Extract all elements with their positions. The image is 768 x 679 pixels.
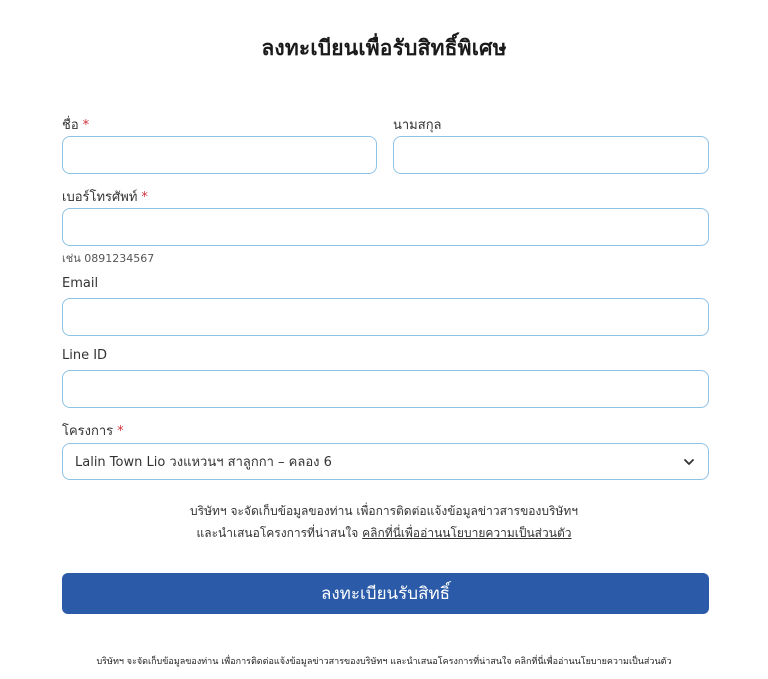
line-id-label: Line ID <box>62 348 108 363</box>
privacy-notice <box>0 500 768 544</box>
project-select[interactable] <box>62 443 709 480</box>
project-selected-value: Lalin Town Lio วงแหวนฯ สาลูกกา – คลอง 6 <box>75 455 332 470</box>
phone-input[interactable] <box>62 208 709 246</box>
line-id-input[interactable] <box>62 370 709 408</box>
privacy-notice-line2: และนำเสนอโครงการที่น่าสนใจ <box>196 526 359 540</box>
register-button[interactable]: ลงทะเบียนรับสิทธิ์ <box>62 573 709 614</box>
first-name-label-text: ชื่อ <box>62 118 79 133</box>
project-label <box>62 420 124 441</box>
required-mark: * <box>117 424 124 439</box>
first-name-label <box>62 114 89 135</box>
phone-label <box>62 186 148 207</box>
required-mark: * <box>82 118 90 133</box>
email-label: Email <box>62 276 99 291</box>
required-mark: * <box>141 190 148 205</box>
phone-hint: เช่น 0891234567 <box>62 252 155 265</box>
first-name-input[interactable] <box>62 136 377 174</box>
last-name-input[interactable] <box>393 136 709 174</box>
email-input[interactable] <box>62 298 709 336</box>
privacy-notice-line1: บริษัทฯ จะจัดเก็บข้อมูลของท่าน เพื่อการติดต่อแจ้งข้อมูลข่าวสารของบริษัทฯ <box>190 504 578 518</box>
last-name-label: นามสกุล <box>393 118 442 133</box>
chevron-down-icon <box>682 455 696 469</box>
privacy-policy-link[interactable]: คลิกที่นี่เพื่ออ่านนโยบายความเป็นส่วนตัว <box>362 526 572 540</box>
project-label-text: โครงการ <box>62 424 114 439</box>
footer-notice: บริษัทฯ จะจัดเก็บข้อมูลของท่าน เพื่อการติดต่อแจ้งข้อมูลข่าวสารของบริษัทฯ และนำเสนอโครงการที่น่าสนใจ คลิกที่นี่เพื่ออ่านนโยบายความเป็นส่วนตัว <box>96 657 672 667</box>
form-title: ลงทะเบียนเพื่อรับสิทธิ์พิเศษ <box>261 36 507 60</box>
privacy-notice-line2-wrap <box>0 522 768 544</box>
phone-label-text: เบอร์โทรศัพท์ <box>62 190 138 205</box>
